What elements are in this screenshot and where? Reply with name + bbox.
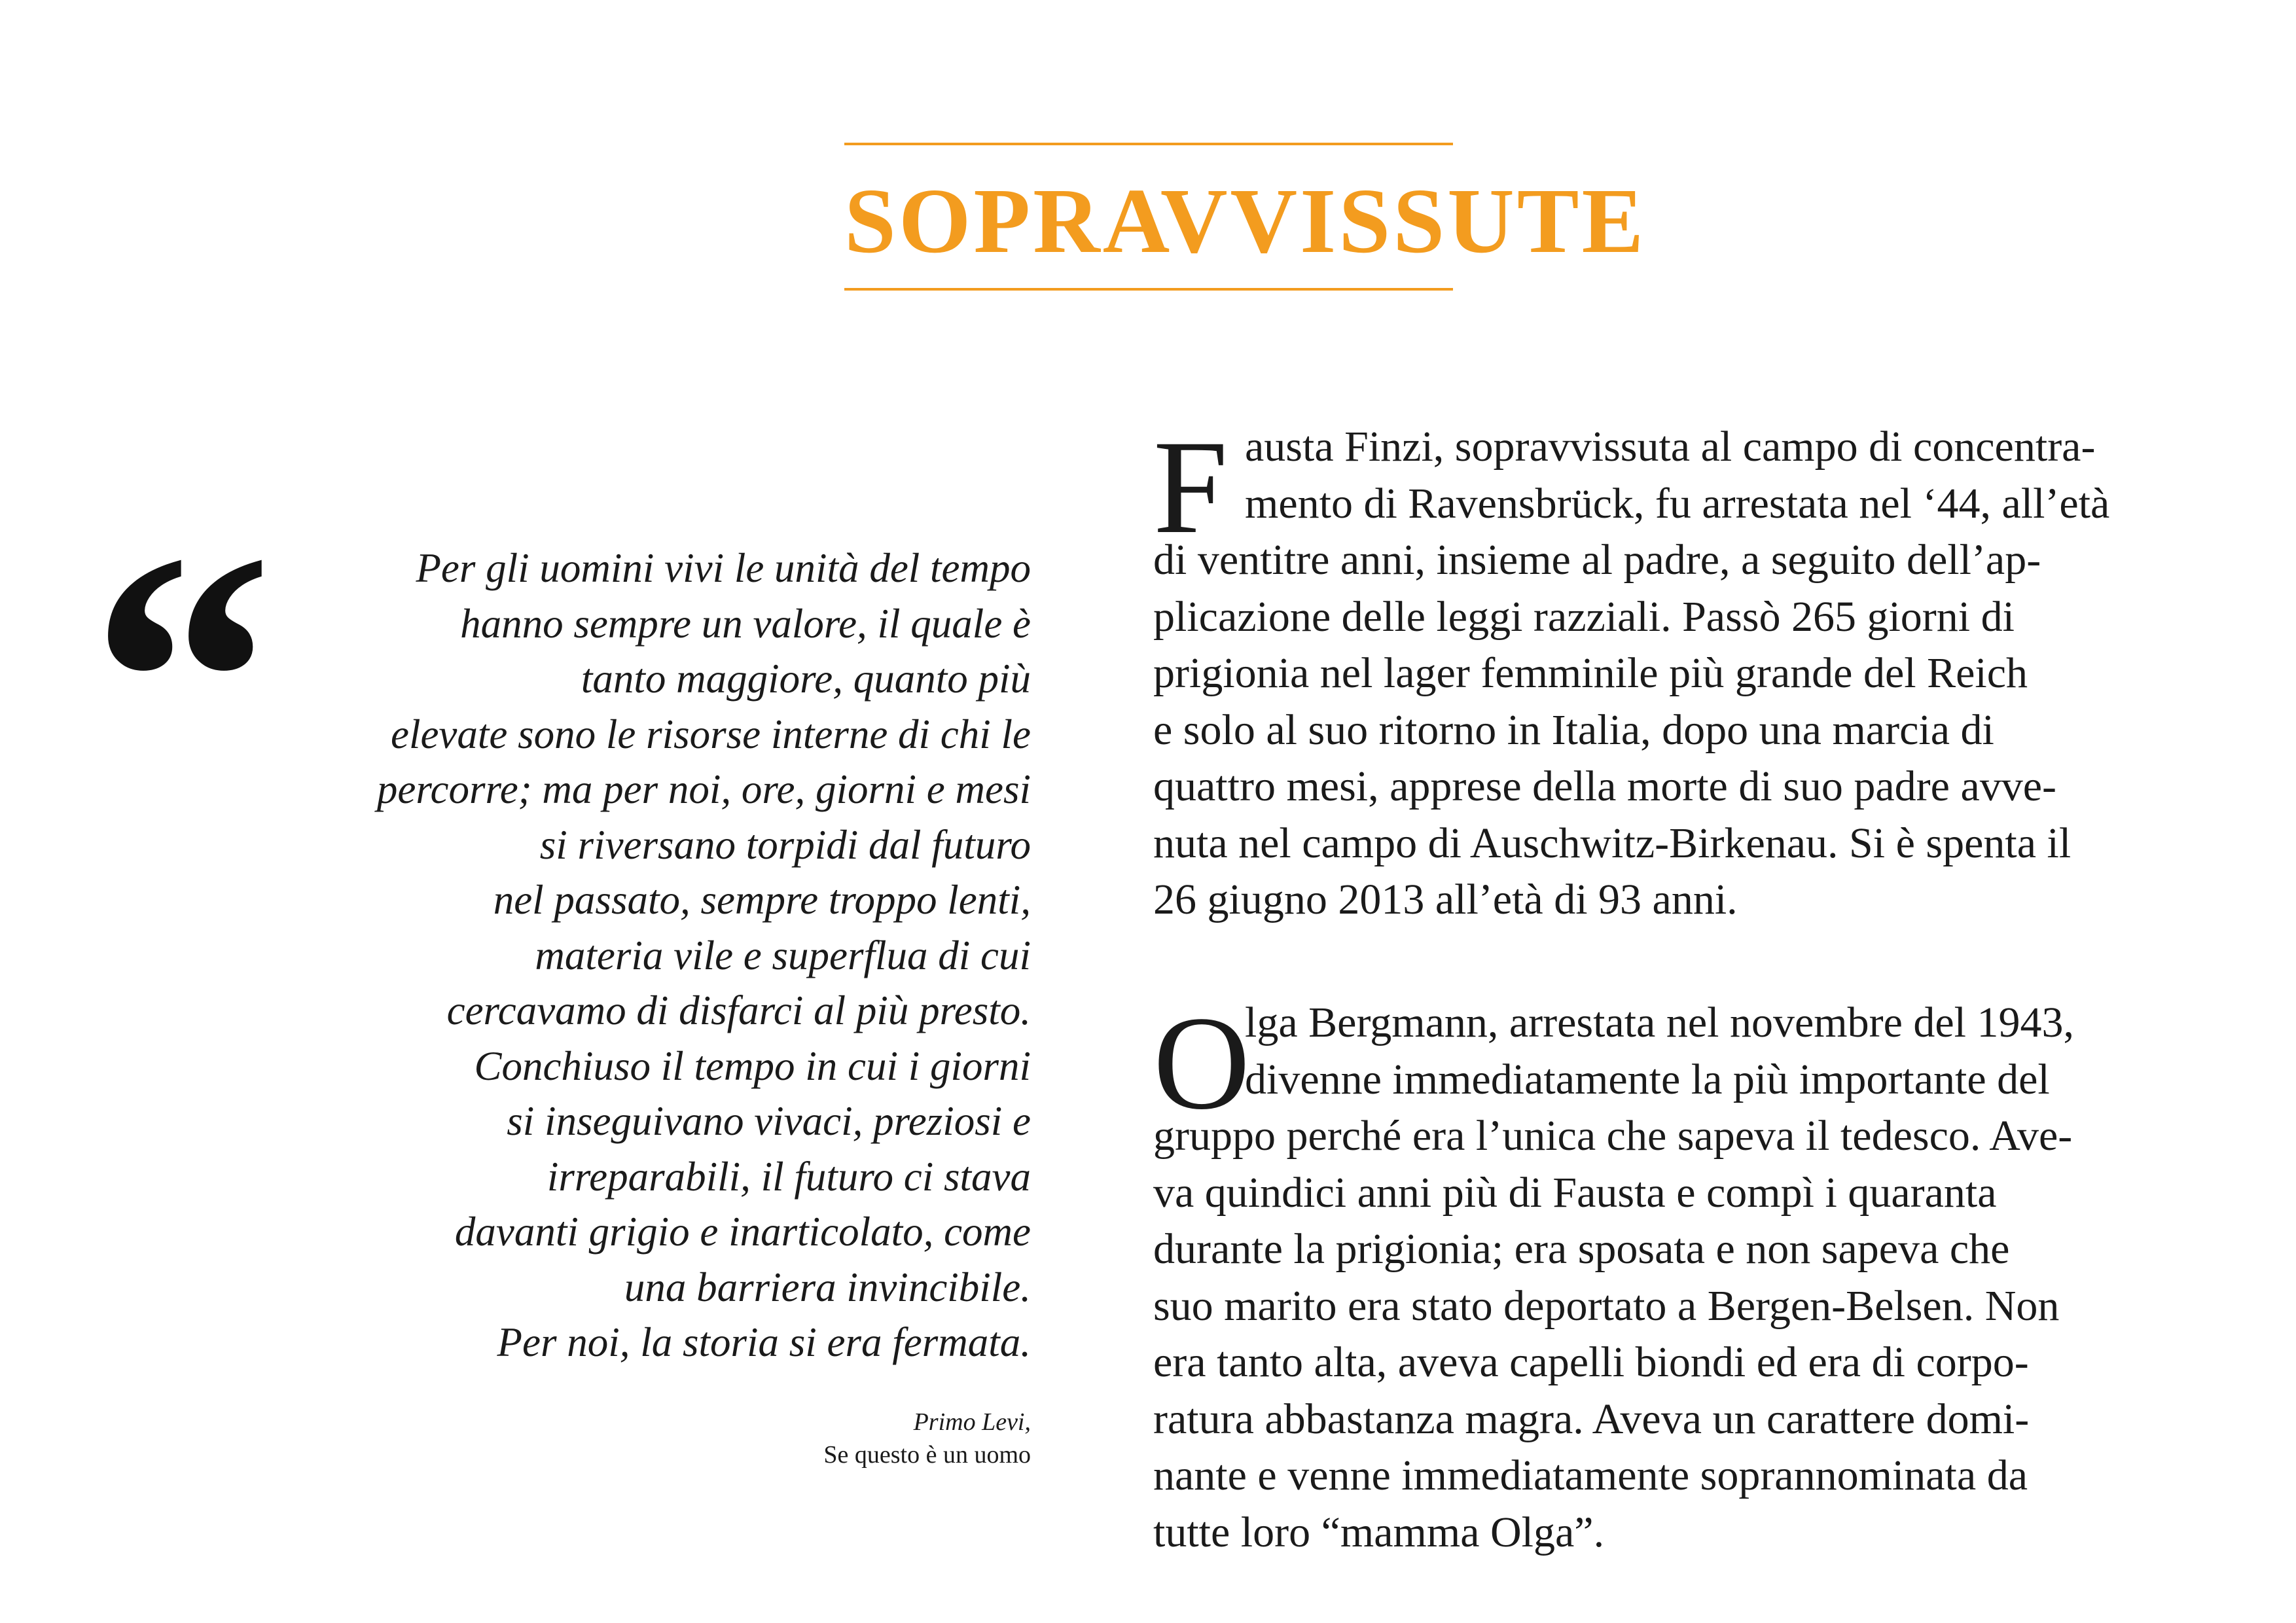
quote-line: si riversano torpidi dal futuro [539,821,1031,868]
paragraph-line: mento di Ravensbrück, fu arrestata nel ‘44, all’età [1245,479,2110,527]
paragraph-line: prigionia nel lager femminile più grande del Reich [1153,649,2028,697]
quote-line: cercavamo di disfarci al più presto. [446,988,1031,1033]
quote-attribution [589,1406,1031,1471]
quotation-mark-icon: “ [90,478,274,883]
quote-line: Conchiuso il tempo in cui i giorni [474,1043,1031,1089]
quote-line: Per gli uomini vivi le unità del tempo [416,545,1031,591]
quote-line: Per noi, la storia si era fermata. [497,1319,1031,1365]
paragraph-line: plicazione delle leggi razziali. Passò 265 giorni di [1153,592,2015,641]
title-rule-top [844,143,1453,145]
paragraph-line: nuta nel campo di Auschwitz-Birkenau. Si è spenta il [1153,819,2072,867]
paragraph-line: divenne immediatamente la più importante del [1245,1055,2050,1103]
title-rule-bottom [844,288,1453,291]
quote-source-book: Se questo è un uomo [823,1441,1031,1469]
paragraph-line: era tanto alta, aveva capelli biondi ed era di corpo- [1153,1338,2029,1386]
drop-cap: F [1153,413,1229,562]
paragraph-line: e solo al suo ritorno in Italia, dopo una marcia di [1153,705,1994,754]
quote-block [275,541,1031,1370]
quote-line: materia vile e superflua di cui [535,932,1031,978]
quote-author: Primo Levi, [913,1408,1031,1436]
paragraph-line: gruppo perché era l’unica che sapeva il tedesco. Ave- [1153,1112,2073,1160]
paragraph-line: durante la prigionia; era sposata e non sapeva che [1153,1225,2010,1273]
paragraph-line: lga Bergmann, arrestata nel novembre del 1943, [1245,999,2075,1046]
quote-line: una barriera invincibile. [624,1264,1031,1310]
paragraph-line: nante e venne immediatamente soprannominata da [1153,1452,2028,1499]
title-block [844,143,1647,293]
quote-line: elevate sono le risorse interne di chi le [390,711,1031,757]
quote-line: tanto maggiore, quanto più [581,656,1031,702]
paragraph-line: suo marito era stato deportato a Bergen-Belsen. Non [1153,1281,2060,1330]
quote-line: nel passato, sempre troppo lenti, [493,877,1031,923]
quote-line: hanno sempre un valore, il quale è [460,600,1031,647]
page-title: SOPRAVVISSUTE [844,169,1647,272]
paragraph-fausta-finzi [1153,413,2227,929]
quote-line: si inseguivano vivaci, preziosi e [507,1098,1031,1144]
paragraph-line: 26 giugno 2013 all’età di 93 anni. [1153,876,1738,923]
paragraph-line: va quindici anni più di Fausta e compì i quaranta [1153,1168,1997,1217]
paragraph-line: ratura abbastanza magra. Aveva un carattere domi- [1153,1395,2030,1443]
quote-line: irreparabili, il futuro ci stava [547,1153,1031,1200]
paragraph-line: di ventitre anni, insieme al padre, a seguito dell’ap- [1153,536,2041,584]
quote-line: davanti grigio e inarticolato, come [454,1209,1031,1255]
paragraph-line: austa Finzi, sopravvissuta al campo di concentra- [1245,423,2096,471]
paragraph-line: quattro mesi, apprese della morte di suo padre avve- [1153,762,2057,810]
paragraph-olga-bergmann [1153,989,2227,1561]
paragraph-line: tutte loro “mamma Olga”. [1153,1508,1605,1556]
quote-line: percorre; ma per noi, ore, giorni e mesi [376,766,1031,812]
drop-cap: O [1153,989,1251,1137]
